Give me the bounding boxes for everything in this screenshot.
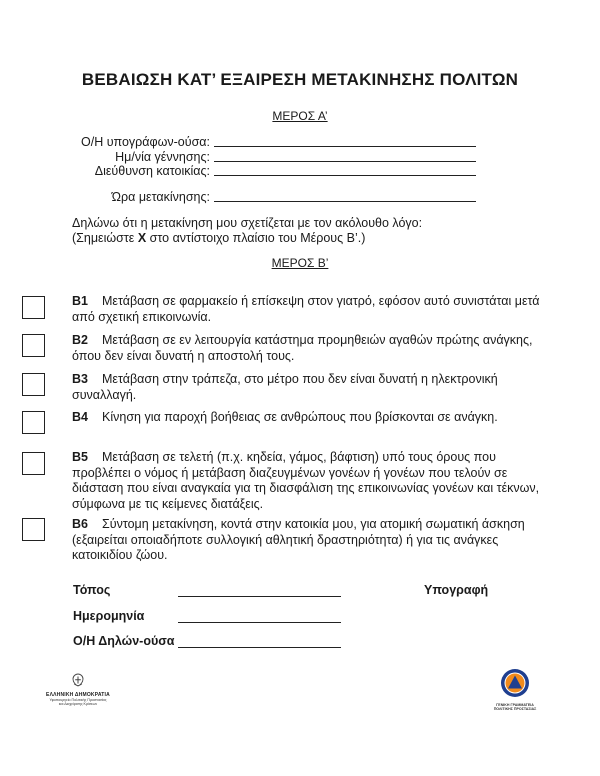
part-b-heading: ΜΕΡΟΣ Β’ <box>271 256 329 270</box>
civil-protection-line-1: ΓΕΝΙΚΗ ΓΡΑΜΜΑΤΕΙΑ <box>496 703 534 707</box>
part-a-heading: ΜΕΡΟΣ Α’ <box>272 109 328 123</box>
reason-text: Σύντομη μετακίνηση, κοντά στην κατοικία μου, για ατομική σωματική άσκηση (εξαιρείται οποιαδήποτε συλλογική αθλητική δραστηριότητα) ή για τις ανάγκες κατοικιδίου ζώου. <box>72 517 525 563</box>
instruction-prefix: (Σημειώστε <box>72 231 138 245</box>
civil-protection-line-2: ΠΟΛΙΤΙΚΗΣ ΠΡΟΣΤΑΣΙΑΣ <box>493 707 537 712</box>
checkbox-b2[interactable] <box>22 334 45 357</box>
field-label-birthdate: Ημ/νία γέννησης: <box>115 150 210 164</box>
instruction-suffix: στο αντίστοιχο πλαίσιο του Μέρους Β’.) <box>146 231 366 245</box>
reason-item-b2 <box>72 333 542 364</box>
civil-protection-logo <box>490 668 540 711</box>
declaration-instruction <box>72 231 365 245</box>
address-field[interactable] <box>214 175 476 176</box>
logo-title: ΕΛΛΗΝΙΚΗ ΔΗΜΟΚΡΑΤΙΑ <box>46 692 110 698</box>
reason-code: Β6 <box>72 517 88 531</box>
reason-item-b1 <box>72 294 542 325</box>
reason-code: Β2 <box>72 333 88 347</box>
date-field[interactable] <box>178 622 341 623</box>
checkbox-b4[interactable] <box>22 411 45 434</box>
reason-text: Μετάβαση σε εν λειτουργία κατάστημα προμηθειών αγαθών πρώτης ανάγκης, όπου δεν είναι δυνατή η αποστολή τους. <box>72 333 533 363</box>
reason-code: Β5 <box>72 450 88 464</box>
civil-protection-icon <box>500 668 530 698</box>
declarant-signature-field[interactable] <box>178 647 341 648</box>
place-field[interactable] <box>178 596 341 597</box>
greek-emblem-icon <box>71 673 85 687</box>
reason-text: Κίνηση για παροχή βοήθειας σε ανθρώπους που βρίσκονται σε ανάγκη. <box>102 410 498 424</box>
declarant-label: Ο/Η Δηλών-ούσα <box>73 634 175 648</box>
reason-code: Β4 <box>72 410 88 424</box>
departure-time-field[interactable] <box>214 201 476 202</box>
field-label-address: Διεύθυνση κατοικίας: <box>94 164 210 178</box>
declarant-name-field[interactable] <box>214 146 476 147</box>
reason-item-b5 <box>72 450 542 512</box>
checkbox-b5[interactable] <box>22 452 45 475</box>
reason-code: Β3 <box>72 372 88 386</box>
declaration-text: Δηλώνω ότι η μετακίνηση μου σχετίζεται με τον ακόλουθο λόγο: <box>72 216 423 230</box>
place-label: Τόπος <box>73 583 111 597</box>
signature-label: Υπογραφή <box>424 583 489 597</box>
birthdate-field[interactable] <box>214 161 476 162</box>
logo-subtitle-1: Υφυπουργείο Πολιτικής Προστασίας <box>49 698 107 702</box>
date-label: Ημερομηνία <box>73 609 145 623</box>
hellenic-republic-logo <box>38 673 118 706</box>
reason-item-b4 <box>72 410 542 426</box>
reason-text: Μετάβαση σε τελετή (π.χ. κηδεία, γάμος, βάφτιση) υπό τους όρους που προβλέπει ο νόμος ή μετάβαση διαζευγμένων γονέων ή γονέων που τελούν σε διάσταση που είναι αναγκαία για τη διασφάλιση της επικοινωνίας γονέων και τέκνων, σύμφωνα με τις κείμενες διατάξεις. <box>72 450 540 511</box>
instruction-mark: Χ <box>137 231 147 245</box>
checkbox-b3[interactable] <box>22 373 45 396</box>
checkbox-b6[interactable] <box>22 518 45 541</box>
checkbox-b1[interactable] <box>22 296 45 319</box>
document-title: ΒΕΒΑΙΩΣΗ ΚΑΤ’ ΕΞΑΙΡΕΣΗ ΜΕΤΑΚΙΝΗΣΗΣ ΠΟΛΙΤΩΝ <box>81 70 519 89</box>
field-label-declarant: Ο/Η υπογράφων-ούσα: <box>81 135 210 149</box>
reason-text: Μετάβαση στην τράπεζα, στο μέτρο που δεν είναι δυνατή η ηλεκτρονική συναλλαγή. <box>72 372 498 402</box>
reason-item-b3 <box>72 372 542 403</box>
field-label-time: Ώρα μετακίνησης: <box>111 190 210 204</box>
reason-code: Β1 <box>72 294 88 308</box>
reason-item-b6 <box>72 517 542 564</box>
logo-subtitle-2: και Διαχείρισης Κρίσεων <box>58 702 98 707</box>
reason-text: Μετάβαση σε φαρμακείο ή επίσκεψη στον γιατρό, εφόσον αυτό συνιστάται μετά από σχετική επικοινωνία. <box>72 294 540 324</box>
